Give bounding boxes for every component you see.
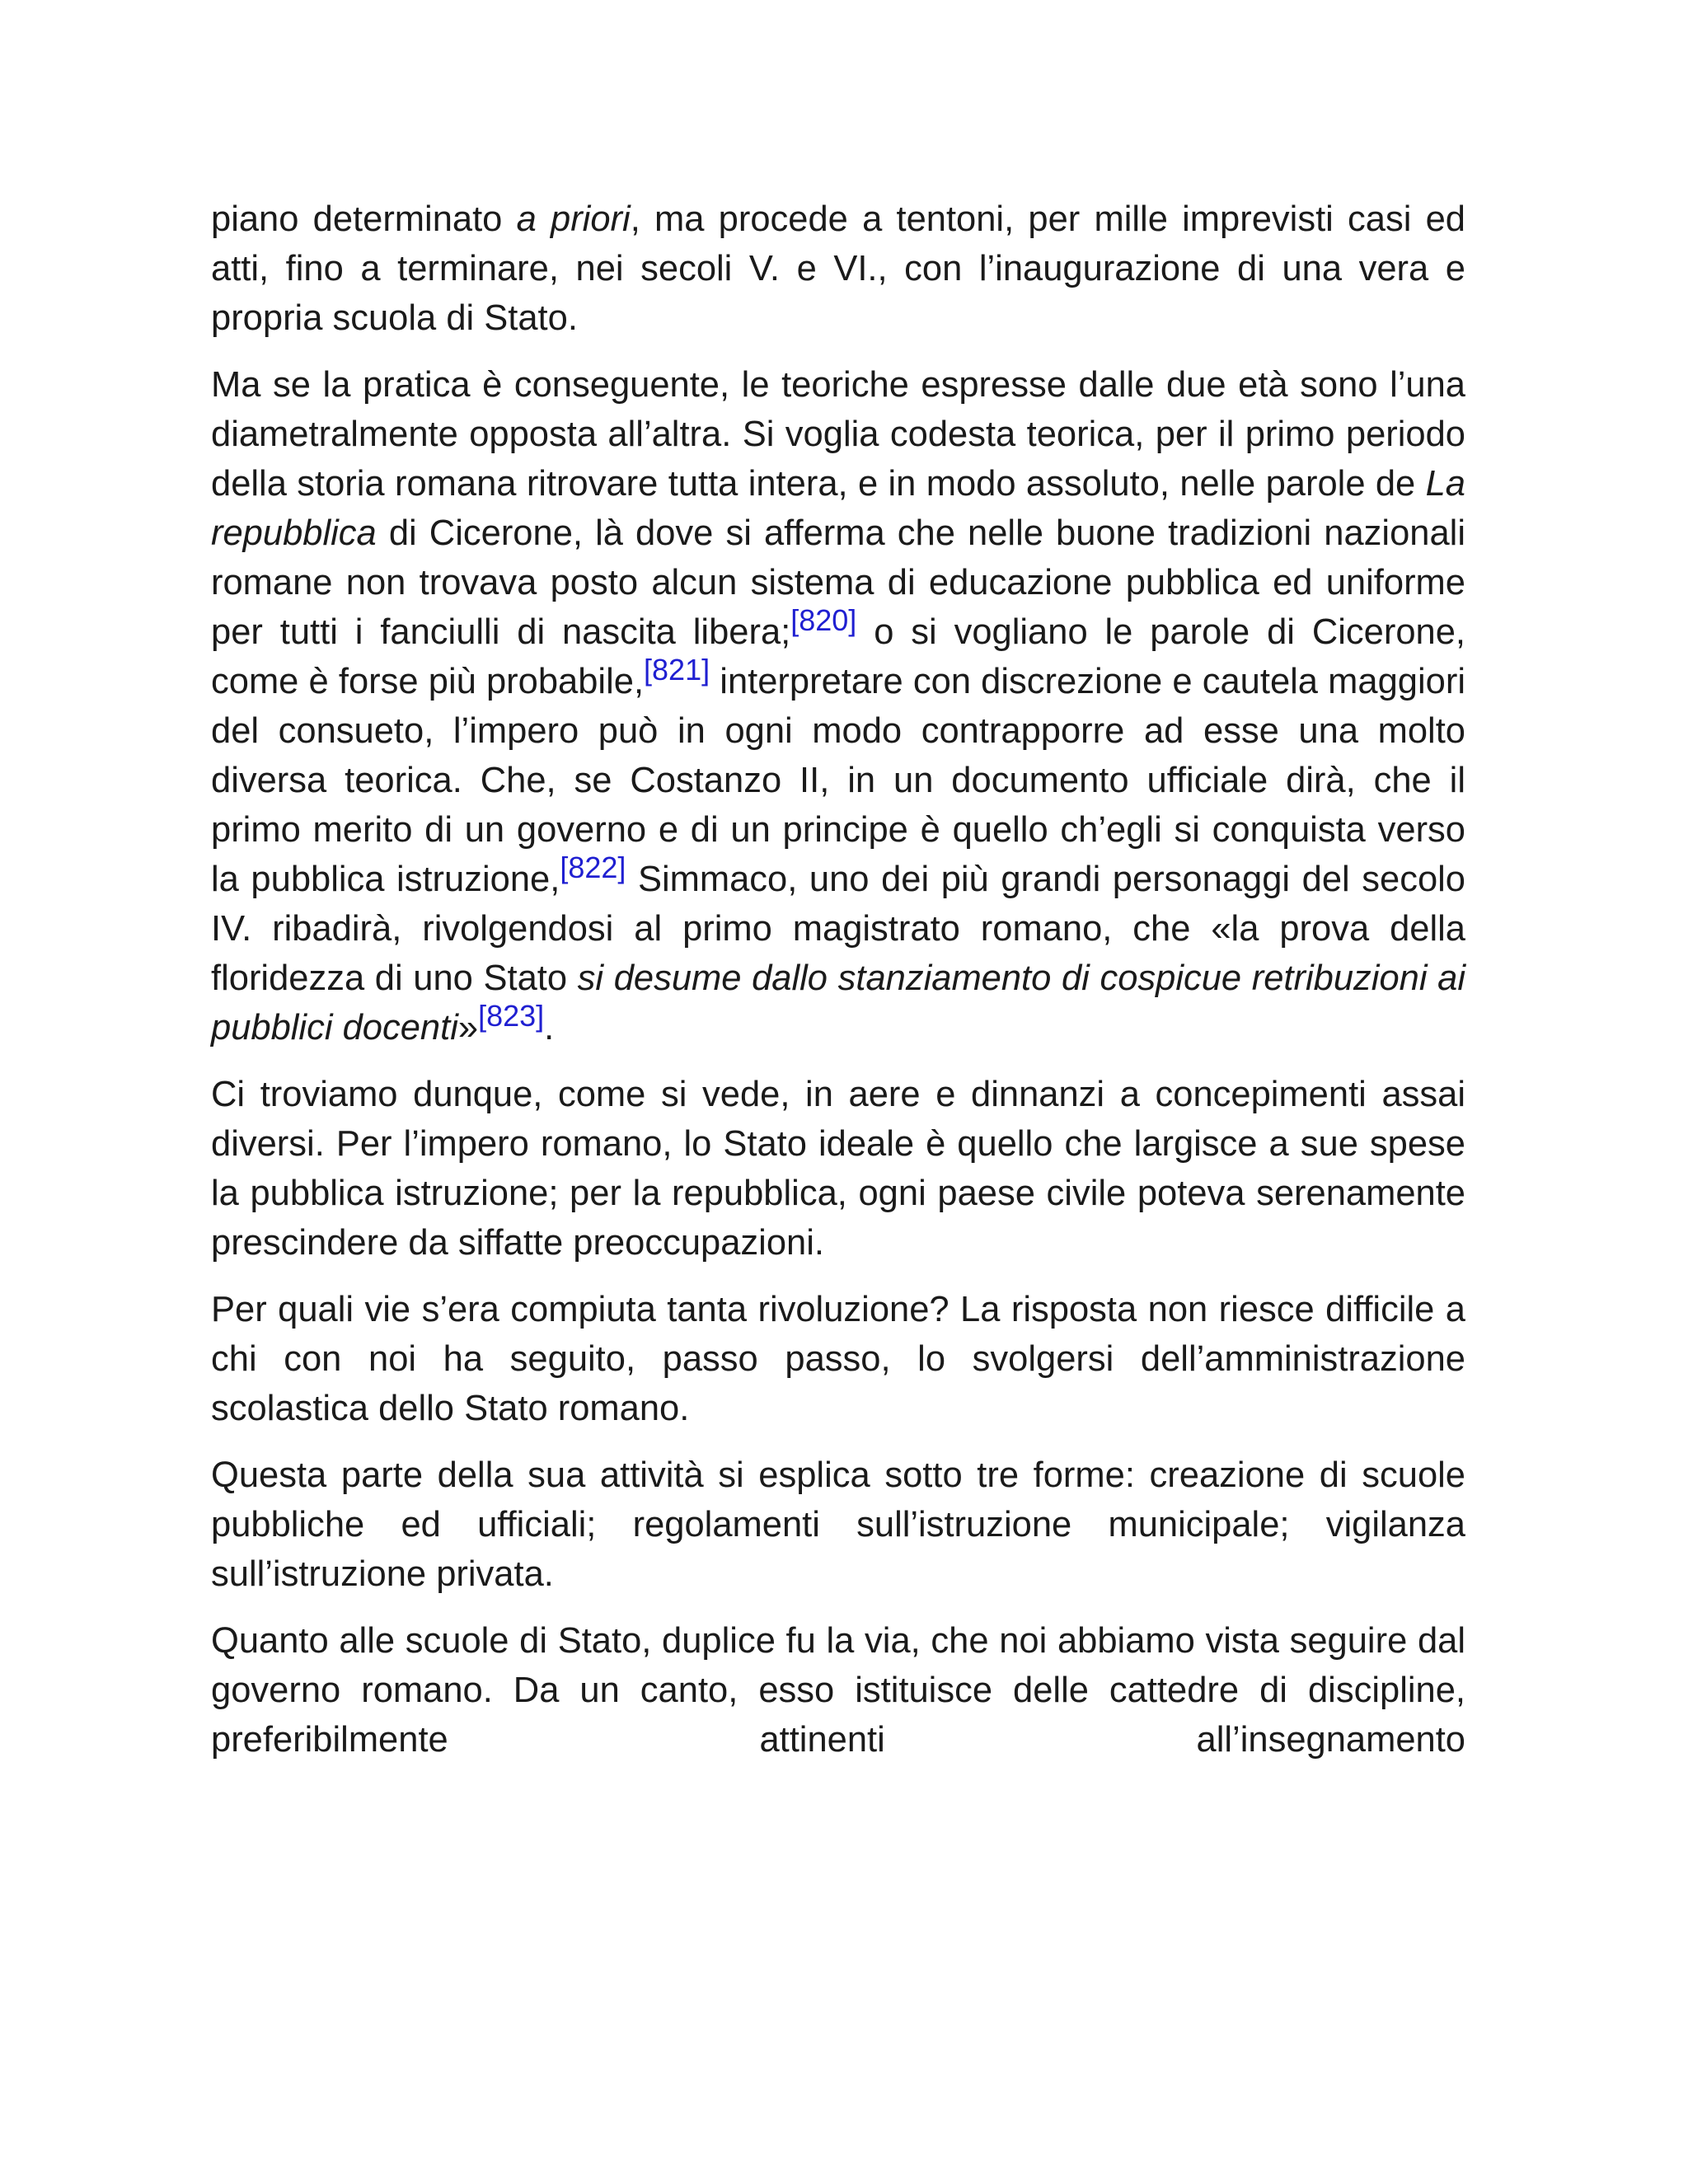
italic-text: a priori <box>516 199 631 239</box>
italic-text: La repubblica <box>211 464 1465 553</box>
paragraph-1 <box>211 194 1465 343</box>
text-run: interpretare con discrezione e cautela maggiori del consueto, l’impero può in ogni modo contrapporre ad esse una molto diversa teorica. Che, se Costanzo II, in un documento ufficiale dirà, che il primo merito di un governo e di un principe è quello ch’egli si conquista verso la pubblica istruzione, <box>211 662 1465 899</box>
paragraph-6 <box>211 1616 1465 1765</box>
text-run: Ma se la pratica è conseguente, le teoriche espresse dalle due età sono l’una diametralmente opposta all’altra. Si voglia codesta teorica, per il primo periodo della storia romana ritrovare tutta intera, e in modo assoluto, nelle parole de <box>211 365 1465 504</box>
paragraph-5 <box>211 1451 1465 1599</box>
footnote-ref-821[interactable]: [821] <box>644 652 710 687</box>
text-run: piano determinato <box>211 199 517 239</box>
text-run: di Cicerone, là dove si afferma che nelle buone tradizioni nazionali romane non trovava posto alcun sistema di educazione pubblica ed uniforme per tutti i fanciulli di nascita libera; <box>211 513 1465 652</box>
text-run: Questa parte della sua attività si esplica sotto tre forme: creazione di scuole pubbliche ed ufficiali; regolamenti sull’istruzione municipale; vigilanza sull’istruzione privata. <box>211 1455 1465 1594</box>
paragraph-2 <box>211 360 1465 1052</box>
paragraph-4 <box>211 1285 1465 1433</box>
text-run: Quanto alle scuole di Stato, duplice fu la via, che noi abbiamo vista seguire dal governo romano. Da un canto, esso istituisce delle cattedre di discipline, preferibilmente attinenti all’insegnamento <box>211 1621 1465 1760</box>
document-page <box>211 194 1465 1782</box>
text-run: Ci troviamo dunque, come si vede, in aere e dinnanzi a concepimenti assai diversi. Per l’impero romano, lo Stato ideale è quello che largisce a sue spese la pubblica istruzione; per la repubblica, ogni paese civile poteva serenamente prescindere da siffatte preoccupazioni. <box>211 1075 1465 1263</box>
text-run: Simmaco, uno dei più grandi personaggi del secolo IV. ribadirà, rivolgendosi al primo magistrato romano, che «la prova della floridezza di uno Stato <box>211 860 1465 998</box>
text-run: , ma procede a tentoni, per mille imprevisti casi ed atti, fino a terminare, nei secoli V. e VI., con l’inaugurazione di una vera e propria scuola di Stato. <box>211 199 1465 338</box>
text-run: Per quali vie s’era compiuta tanta rivoluzione? La risposta non riesce difficile a chi con noi ha seguito, passo passo, lo svolgersi dell’amministrazione scolastica dello Stato romano. <box>211 1290 1465 1428</box>
text-run: . <box>544 1008 555 1047</box>
italic-text: si desume dallo stanziamento di cospicue retribuzioni ai pubblici docenti <box>211 958 1465 1047</box>
footnote-ref-822[interactable]: [822] <box>560 850 626 884</box>
footnote-ref-823[interactable]: [823] <box>478 998 545 1033</box>
footnote-ref-820[interactable]: [820] <box>790 602 857 637</box>
text-run: » <box>457 1008 479 1047</box>
paragraph-3 <box>211 1070 1465 1268</box>
text-run: o si vogliano le parole di Cicerone, come è forse più probabile, <box>211 612 1465 701</box>
